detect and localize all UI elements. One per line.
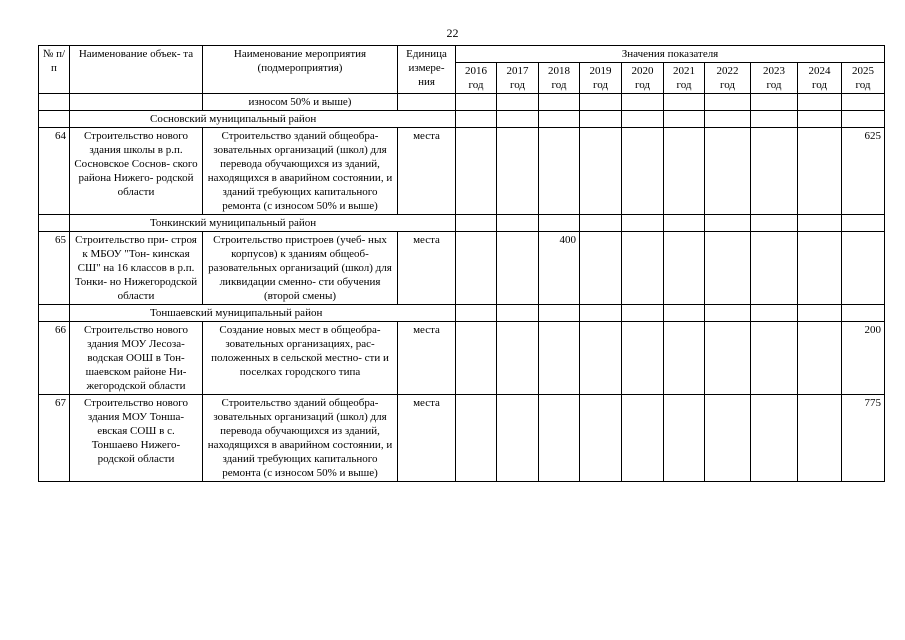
table-row xyxy=(39,232,885,305)
value-cell xyxy=(751,215,798,232)
value-cell xyxy=(539,94,580,111)
year-header-2024 xyxy=(798,63,842,94)
value-cell xyxy=(798,395,842,482)
value-cell xyxy=(842,305,885,322)
value-cell xyxy=(539,305,580,322)
section-title: Тонкинский муниципальный район xyxy=(70,215,456,232)
year-label: 2017 xyxy=(506,65,529,77)
value-cell xyxy=(539,128,580,215)
value-cell xyxy=(798,94,842,111)
year-header-2025 xyxy=(842,63,885,94)
value-cell xyxy=(664,94,705,111)
object-cell: Строительство нового здания МОУ Лесоза- водская ООШ в Тон- шаевском районе Ни- жегородской области xyxy=(70,322,203,395)
value-cell xyxy=(539,322,580,395)
year-label: 2021 xyxy=(673,65,695,77)
value-cell xyxy=(580,395,622,482)
value-cell xyxy=(622,395,664,482)
num-cell: 67 xyxy=(39,395,70,482)
num-cell xyxy=(39,305,70,322)
value-cell xyxy=(751,111,798,128)
year-suffix: год xyxy=(855,79,871,91)
value-cell xyxy=(456,215,497,232)
value-cell xyxy=(622,128,664,215)
year-label: 2023 xyxy=(763,65,785,77)
year-header-2023 xyxy=(751,63,798,94)
value-cell xyxy=(497,395,539,482)
value-cell xyxy=(798,322,842,395)
value-cell xyxy=(798,128,842,215)
unit-cell: места xyxy=(398,232,456,305)
value-cell xyxy=(580,128,622,215)
value-cell xyxy=(456,322,497,395)
value-cell xyxy=(622,305,664,322)
year-suffix: год xyxy=(676,79,692,91)
num-cell xyxy=(39,94,70,111)
value-cell xyxy=(497,322,539,395)
value-cell xyxy=(497,128,539,215)
value-cell xyxy=(456,111,497,128)
year-suffix: год xyxy=(592,79,609,91)
value-cell xyxy=(580,111,622,128)
value-cell xyxy=(539,395,580,482)
year-suffix: год xyxy=(634,79,651,91)
value-cell xyxy=(497,111,539,128)
value-cell xyxy=(842,111,885,128)
object-cell xyxy=(70,94,203,111)
value-cell xyxy=(705,232,751,305)
year-header-2019 xyxy=(580,63,622,94)
header-unit: Единица измере- ния xyxy=(398,46,456,94)
value-cell xyxy=(798,111,842,128)
value-cell xyxy=(751,395,798,482)
year-label: 2020 xyxy=(631,65,654,77)
value-cell: 200 xyxy=(842,322,885,395)
value-cell xyxy=(622,111,664,128)
value-cell xyxy=(580,94,622,111)
header-num: № п/п xyxy=(39,46,70,94)
num-cell: 66 xyxy=(39,322,70,395)
object-cell: Строительство нового здания школы в р.п. Сосновское Соснов- ского района Нижего- родской области xyxy=(70,128,203,215)
year-label: 2025 xyxy=(852,65,875,77)
section-title: Тоншаевский муниципальный район xyxy=(70,305,456,322)
table-row xyxy=(39,94,885,111)
value-cell xyxy=(664,232,705,305)
value-cell xyxy=(539,111,580,128)
section-row xyxy=(39,305,885,322)
unit-cell xyxy=(398,94,456,111)
header-event: Наименование мероприятия (подмероприятия) xyxy=(203,46,398,94)
num-cell xyxy=(39,215,70,232)
year-header-2021 xyxy=(664,63,705,94)
header-object: Наименование объек- та xyxy=(70,46,203,94)
year-suffix: год xyxy=(719,79,736,91)
table-row xyxy=(39,128,885,215)
value-cell xyxy=(664,305,705,322)
value-cell xyxy=(751,305,798,322)
year-label: 2016 xyxy=(465,65,487,77)
indicators-table xyxy=(38,45,885,482)
value-cell xyxy=(751,94,798,111)
value-cell xyxy=(497,215,539,232)
value-cell xyxy=(842,215,885,232)
value-cell xyxy=(539,215,580,232)
unit-cell: места xyxy=(398,128,456,215)
num-cell: 65 xyxy=(39,232,70,305)
event-cell: Строительство пристроев (учеб- ных корпусов) к зданиям общеоб- разовательных организаций (школ) для ликвидации сменно- сти обучения (второй смены) xyxy=(203,232,398,305)
table-row xyxy=(39,322,885,395)
value-cell xyxy=(705,322,751,395)
year-label: 2024 xyxy=(808,65,831,77)
header-values: Значения показателя xyxy=(456,46,885,63)
value-cell xyxy=(705,395,751,482)
year-label: 2019 xyxy=(589,65,612,77)
year-suffix: год xyxy=(509,79,526,91)
value-cell xyxy=(751,232,798,305)
section-row xyxy=(39,111,885,128)
value-cell xyxy=(798,215,842,232)
value-cell xyxy=(798,305,842,322)
value-cell xyxy=(580,322,622,395)
value-cell xyxy=(705,111,751,128)
year-suffix: год xyxy=(468,79,484,91)
value-cell xyxy=(456,232,497,305)
value-cell xyxy=(497,305,539,322)
value-cell xyxy=(497,94,539,111)
value-cell xyxy=(664,111,705,128)
year-header-2020 xyxy=(622,63,664,94)
value-cell xyxy=(456,128,497,215)
event-cell: износом 50% и выше) xyxy=(203,94,398,111)
section-title: Сосновский муниципальный район xyxy=(70,111,456,128)
object-cell: Строительство нового здания МОУ Тонша- евская СОШ в с. Тоншаево Нижего- родской области xyxy=(70,395,203,482)
value-cell xyxy=(580,232,622,305)
num-cell xyxy=(39,111,70,128)
value-cell xyxy=(456,305,497,322)
value-cell xyxy=(622,322,664,395)
value-cell xyxy=(842,94,885,111)
value-cell xyxy=(497,232,539,305)
event-cell: Создание новых мест в общеобра- зовательных организациях, рас- положенных в сельской местно- сти и поселках городского типа xyxy=(203,322,398,395)
year-header-2022 xyxy=(705,63,751,94)
value-cell xyxy=(456,395,497,482)
year-label: 2018 xyxy=(548,65,570,77)
event-cell: Строительство зданий общеобра- зовательных организаций (школ) для перевода обучающихся из зданий, находящихся в аварийном состоянии, и зданий требующих капитального ремонта (с износом 50% и выше) xyxy=(203,128,398,215)
value-cell xyxy=(705,94,751,111)
year-suffix: год xyxy=(811,79,828,91)
year-suffix: год xyxy=(551,79,567,91)
table-row xyxy=(39,395,885,482)
section-row xyxy=(39,215,885,232)
unit-cell: места xyxy=(398,322,456,395)
value-cell xyxy=(705,215,751,232)
year-header-2016 xyxy=(456,63,497,94)
year-label: 2022 xyxy=(716,65,739,77)
object-cell: Строительство при- строя к МБОУ "Тон- кинская СШ" на 16 классов в р.п. Тонки- но Нижегородской области xyxy=(70,232,203,305)
value-cell: 625 xyxy=(842,128,885,215)
value-cell xyxy=(664,128,705,215)
num-cell: 64 xyxy=(39,128,70,215)
year-suffix: год xyxy=(766,79,782,91)
value-cell xyxy=(798,232,842,305)
value-cell xyxy=(705,128,751,215)
value-cell xyxy=(664,215,705,232)
event-cell: Строительство зданий общеобра- зовательных организаций (школ) для перевода обучающихся из зданий, находящихся в аварийном состоянии, и зданий требующих капитального ремонта (с износом 50% и выше) xyxy=(203,395,398,482)
value-cell: 400 xyxy=(539,232,580,305)
value-cell xyxy=(580,305,622,322)
value-cell xyxy=(456,94,497,111)
unit-cell: места xyxy=(398,395,456,482)
value-cell: 775 xyxy=(842,395,885,482)
value-cell xyxy=(705,305,751,322)
value-cell xyxy=(580,215,622,232)
value-cell xyxy=(622,215,664,232)
value-cell xyxy=(622,94,664,111)
value-cell xyxy=(751,128,798,215)
year-header-2017 xyxy=(497,63,539,94)
value-cell xyxy=(842,232,885,305)
value-cell xyxy=(664,395,705,482)
year-header-2018 xyxy=(539,63,580,94)
value-cell xyxy=(622,232,664,305)
value-cell xyxy=(664,322,705,395)
page-number: 22 xyxy=(446,26,459,40)
value-cell xyxy=(751,322,798,395)
